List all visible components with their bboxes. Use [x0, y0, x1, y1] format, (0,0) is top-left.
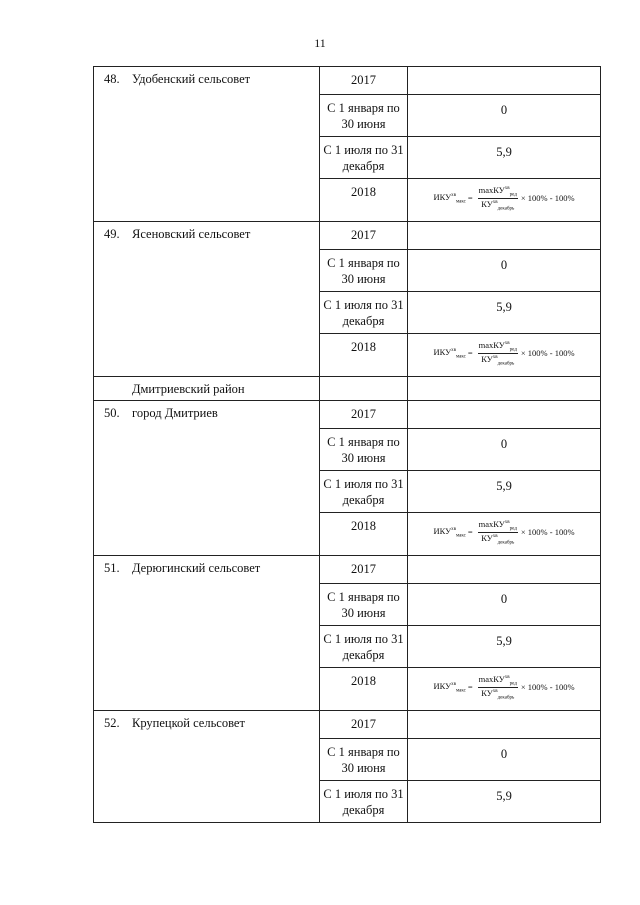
tariff-table: [93, 66, 601, 823]
value-cell: [408, 626, 601, 668]
entity-number: 48.: [104, 72, 120, 86]
period-label: С 1 января по 30 июня: [327, 590, 400, 620]
entity-number: 49.: [104, 227, 120, 241]
period-cell: [320, 429, 408, 471]
period-cell: [320, 711, 408, 739]
entity-number: 51.: [104, 561, 120, 575]
period-label: С 1 января по 30 июня: [327, 256, 400, 286]
entity-label: [94, 67, 319, 86]
period-cell: [320, 137, 408, 179]
period-label: 2017: [351, 717, 376, 731]
period-label: С 1 января по 30 июня: [327, 745, 400, 775]
value-cell: [408, 222, 601, 250]
value-cell: [408, 584, 601, 626]
value-text: 5,9: [496, 789, 512, 803]
table-row: [94, 222, 601, 250]
period-label: 2017: [351, 407, 376, 421]
section-row: [94, 377, 601, 401]
value-text: 0: [500, 258, 508, 272]
value-cell: [408, 711, 601, 739]
period-label: 2018: [351, 185, 376, 199]
entity-cell: [94, 222, 320, 377]
period-cell: [320, 222, 408, 250]
value-cell: [408, 95, 601, 137]
value-text: 0: [500, 103, 508, 117]
formula-fraction: [478, 340, 518, 366]
entity-cell: [94, 556, 320, 711]
formula-fraction: [478, 674, 518, 700]
value-cell: [408, 137, 601, 179]
formula-lhs: $ИКУ^{хв}_{макс}$: [433, 191, 466, 205]
value-text: 0: [500, 747, 508, 761]
formula-tail: × 100% - 100%: [520, 193, 575, 204]
entity-name: Крупецкой сельсовет: [132, 716, 245, 730]
period-label: 2018: [351, 340, 376, 354]
section-cell: [94, 377, 320, 401]
table-row: [94, 401, 601, 429]
entity-number: 50.: [104, 406, 120, 420]
value-text: 0: [500, 592, 508, 606]
entity-name: Удобенский сельсовет: [132, 72, 251, 86]
entity-cell: [94, 401, 320, 556]
value-cell: [408, 471, 601, 513]
period-cell: [320, 67, 408, 95]
formula-equals: =: [467, 682, 473, 693]
period-label: С 1 июля по 31 декабря: [323, 632, 404, 662]
period-label: 2017: [351, 73, 376, 87]
entity-name: город Дмитриев: [132, 406, 218, 420]
value-cell: [408, 556, 601, 584]
formula: [408, 334, 600, 366]
formula: [408, 513, 600, 545]
period-label: С 1 июля по 31 декабря: [323, 787, 404, 817]
value-cell: [408, 429, 601, 471]
value-cell: [408, 292, 601, 334]
value-cell: [408, 401, 601, 429]
page-number: 11: [314, 36, 326, 50]
entity-label: [94, 222, 319, 241]
period-label: 2018: [351, 674, 376, 688]
period-cell: [320, 739, 408, 781]
entity-label: [94, 556, 319, 575]
formula-equals: =: [467, 193, 473, 204]
value-cell: [408, 513, 601, 556]
formula-denominator: $КУ^{хв}_{декабрь}$: [481, 532, 515, 546]
value-cell: [408, 67, 601, 95]
formula-tail: × 100% - 100%: [520, 682, 575, 693]
entity-name: Ясеновский сельсовет: [132, 227, 251, 241]
period-cell: [320, 781, 408, 823]
entity-label: [94, 401, 319, 420]
formula-denominator: $КУ^{хв}_{декабрь}$: [481, 687, 515, 701]
period-cell: [320, 95, 408, 137]
period-label: 2018: [351, 519, 376, 533]
period-cell: [320, 513, 408, 556]
table-row: [94, 711, 601, 739]
period-cell: [320, 626, 408, 668]
value-cell: [408, 739, 601, 781]
period-cell: [320, 401, 408, 429]
value-cell: [408, 179, 601, 222]
formula-equals: =: [467, 348, 473, 359]
value-text: 5,9: [496, 145, 512, 159]
period-cell: [320, 377, 408, 401]
period-cell: [320, 250, 408, 292]
formula-numerator: maxКУ$^{хв}_{ред}$: [478, 185, 517, 198]
period-label: 2017: [351, 562, 376, 576]
value-cell: [408, 781, 601, 823]
period-label: 2017: [351, 228, 376, 242]
formula-denominator: $КУ^{хв}_{декабрь}$: [481, 353, 515, 367]
section-name: Дмитриевский район: [132, 382, 245, 396]
formula: [408, 179, 600, 211]
period-cell: [320, 292, 408, 334]
table-row: [94, 556, 601, 584]
period-label: С 1 июля по 31 декабря: [323, 298, 404, 328]
formula-denominator: $КУ^{хв}_{декабрь}$: [481, 198, 515, 212]
period-cell: [320, 584, 408, 626]
value-cell: [408, 250, 601, 292]
formula-tail: × 100% - 100%: [520, 348, 575, 359]
value-text: 5,9: [496, 479, 512, 493]
formula-lhs: $ИКУ^{хв}_{макс}$: [433, 346, 466, 360]
period-cell: [320, 556, 408, 584]
period-label: С 1 января по 30 июня: [327, 101, 400, 131]
formula-fraction: [478, 519, 518, 545]
formula-fraction: [478, 185, 518, 211]
formula-tail: × 100% - 100%: [520, 527, 575, 538]
entity-cell: [94, 711, 320, 823]
formula-numerator: maxКУ$^{хв}_{ред}$: [478, 340, 517, 353]
period-label: С 1 января по 30 июня: [327, 435, 400, 465]
formula-numerator: maxКУ$^{хв}_{ред}$: [478, 519, 517, 532]
value-cell: [408, 334, 601, 377]
value-text: 5,9: [496, 300, 512, 314]
formula-lhs: $ИКУ^{хв}_{макс}$: [433, 525, 466, 539]
period-cell: [320, 668, 408, 711]
value-cell: [408, 668, 601, 711]
entity-number: 52.: [104, 716, 120, 730]
formula-numerator: maxКУ$^{хв}_{ред}$: [478, 674, 517, 687]
value-cell: [408, 377, 601, 401]
period-label: С 1 июля по 31 декабря: [323, 143, 404, 173]
entity-name: Дерюгинский сельсовет: [132, 561, 261, 575]
table-row: [94, 67, 601, 95]
tariff-table-body: [94, 67, 601, 823]
formula-lhs: $ИКУ^{хв}_{макс}$: [433, 680, 466, 694]
formula-equals: =: [467, 527, 473, 538]
period-cell: [320, 179, 408, 222]
entity-label: [94, 711, 319, 730]
period-cell: [320, 471, 408, 513]
formula: [408, 668, 600, 700]
value-text: 5,9: [496, 634, 512, 648]
period-label: С 1 июля по 31 декабря: [323, 477, 404, 507]
entity-cell: [94, 67, 320, 222]
value-text: 0: [500, 437, 508, 451]
period-cell: [320, 334, 408, 377]
